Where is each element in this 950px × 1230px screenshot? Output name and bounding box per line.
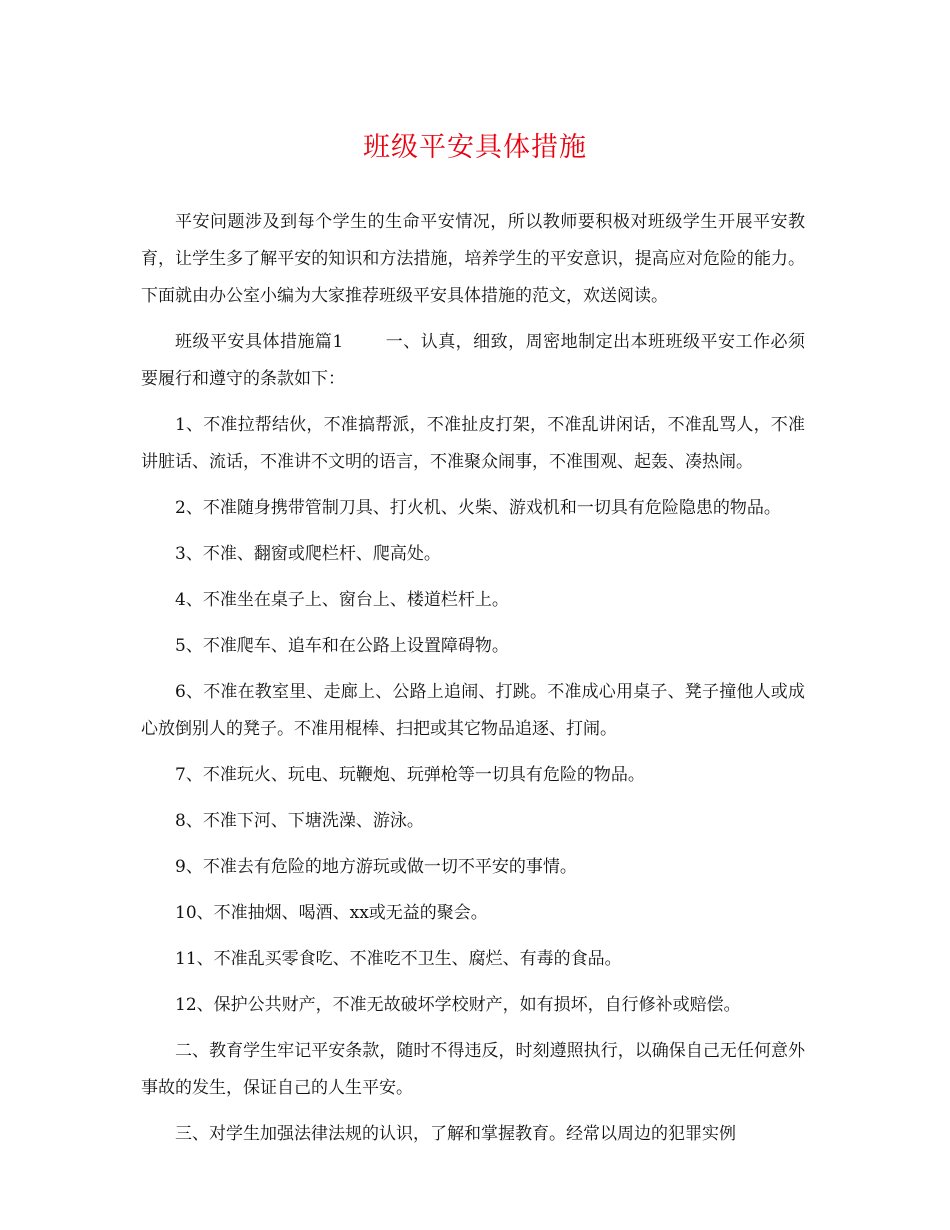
rule-item-12: 12、保护公共财产，不准无故破坏学校财产，如有损坏，自行修补或赔偿。 <box>175 995 741 1015</box>
rule-item-9: 9、不准去有危险的地方游玩或做一切不平安的事情。 <box>175 857 577 877</box>
document-body <box>141 204 805 1162</box>
section-lead: 一、认真，细致，周密地制定出本班班级平安工作必须要履行和遵守的条款如下： <box>141 332 805 389</box>
paragraph-two: 二、教育学生牢记平安条款，随时不得违反，时刻遵照执行，以确保自己无任何意外事故的发生，保证自己的人生平安。 <box>141 1041 805 1098</box>
intro-paragraph: 平安问题涉及到每个学生的生命平安情况，所以教师要积极对班级学生开展平安教育，让学生多了解平安的知识和方法措施，培养学生的平安意识，提高应对危险的能力。下面就由办公室小编为大家推荐班级平安具体措施的范文，欢送阅读。 <box>141 212 805 306</box>
document-title: 班级平安具体措施 <box>363 132 587 163</box>
rule-item-10: 10、不准抽烟、喝酒、xx或无益的聚会。 <box>175 903 488 923</box>
paragraph-three: 三、对学生加强法律法规的认识，了解和掌握教育。经常以周边的犯罪实例 <box>175 1124 736 1144</box>
rule-item-3: 3、不准、翻窗或爬栏杆、爬高处。 <box>175 544 441 564</box>
section-paragraph <box>141 324 805 398</box>
rule-item-6: 6、不准在教室里、走廊上、公路上追闹、打跳。不准成心用桌子、凳子撞他人或成心放倒别人的凳子。不准用棍棒、扫把或其它物品追逐、打闹。 <box>141 682 805 739</box>
rule-item-11: 11、不准乱买零食吃、不准吃不卫生、腐烂、有毒的食品。 <box>175 949 622 969</box>
rule-item-7: 7、不准玩火、玩电、玩鞭炮、玩弹枪等一切具有危险的物品。 <box>175 765 645 785</box>
section-label: 班级平安具体措施篇1 <box>175 332 344 352</box>
rule-item-5: 5、不准爬车、追车和在公路上设置障碍物。 <box>175 636 509 656</box>
rule-item-8: 8、不准下河、下塘洗澡、游泳。 <box>175 811 424 831</box>
rule-item-1: 1、不准拉帮结伙，不准搞帮派，不准扯皮打架，不准乱讲闲话，不准乱骂人，不准讲脏话、流话，不准讲不文明的语言，不准聚众闹事，不准围观、起轰、凑热闹。 <box>141 415 805 472</box>
rule-item-2: 2、不准随身携带管制刀具、打火机、火柴、游戏机和一切具有危险隐患的物品。 <box>175 498 781 518</box>
rule-item-4: 4、不准坐在桌子上、窗台上、楼道栏杆上。 <box>175 590 509 610</box>
